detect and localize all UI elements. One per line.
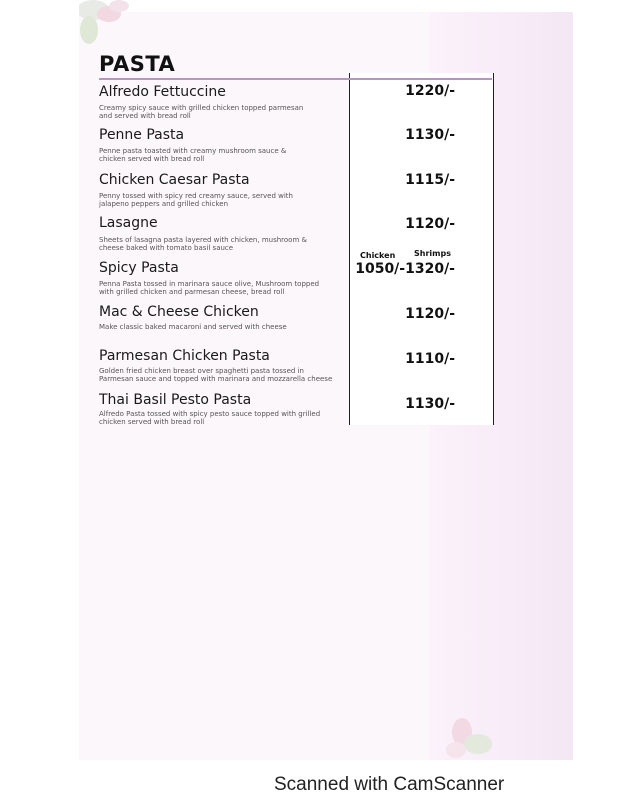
section-title: PASTA <box>99 52 176 76</box>
menu-item-description: Penne pasta toasted with creamy mushroom sauce & <box>99 147 287 155</box>
flower-decoration-bottom-right <box>440 712 496 762</box>
menu-item-name: Mac & Cheese Chicken <box>99 304 259 320</box>
menu-item-name: Lasagne <box>99 215 158 231</box>
flower-decoration-top-left <box>79 0 139 48</box>
menu-item-description: cheese baked with tomato basil sauce <box>99 244 234 252</box>
price-header-shrimps: Shrimps <box>414 249 451 258</box>
menu-item-name: Parmesan Chicken Pasta <box>99 348 270 364</box>
menu-item-description: Alfredo Pasta tossed with spicy pesto sauce topped with grilled <box>99 410 321 418</box>
menu-item-price: 1120/- <box>405 306 455 322</box>
menu-item-price: 1220/- <box>405 83 455 99</box>
menu-item-description: and served with bread roll <box>99 112 191 120</box>
menu-item-description: chicken served with bread roll <box>99 155 205 163</box>
menu-item-description: jalapeno peppers and grilled chicken <box>99 200 229 208</box>
menu-item-price: 1110/- <box>405 351 455 367</box>
price-header-chicken: Chicken <box>360 251 396 260</box>
menu-item-description: Golden fried chicken breast over spaghetti pasta tossed in <box>99 367 304 375</box>
menu-item-description: Creamy spicy sauce with grilled chicken topped parmesan <box>99 104 304 112</box>
menu-item-description: Penna Pasta tossed in marinara sauce olive, Mushroom topped <box>99 280 320 288</box>
menu-item-name: Alfredo Fettuccine <box>99 84 226 100</box>
menu-item-name: Thai Basil Pesto Pasta <box>99 392 252 408</box>
menu-item-name: Spicy Pasta <box>99 260 179 276</box>
menu-item-description: Make classic baked macaroni and served with cheese <box>99 323 287 331</box>
menu-item-price: 1050/-1320/- <box>355 261 455 277</box>
menu-item-description: Penny tossed with spicy red creamy sauce, served with <box>99 192 293 200</box>
menu-item-price: 1120/- <box>405 216 455 232</box>
menu-item-description: Sheets of lasagna pasta layered with chicken, mushroom & <box>99 236 307 244</box>
menu-item-name: Chicken Caesar Pasta <box>99 172 250 188</box>
menu-item-description: Parmesan sauce and topped with marinara and mozzarella cheese <box>99 375 333 383</box>
menu-item-price: 1130/- <box>405 127 455 143</box>
title-underline <box>99 78 492 80</box>
menu-item-description: chicken served with bread roll <box>99 418 205 426</box>
menu-item-price: 1115/- <box>405 172 455 188</box>
menu-item-price: 1130/- <box>405 396 455 412</box>
menu-item-description: with grilled chicken and parmesan cheese, bread roll <box>99 288 285 296</box>
scanner-watermark: Scanned with CamScanner <box>274 774 505 795</box>
menu-item-name: Penne Pasta <box>99 127 185 143</box>
